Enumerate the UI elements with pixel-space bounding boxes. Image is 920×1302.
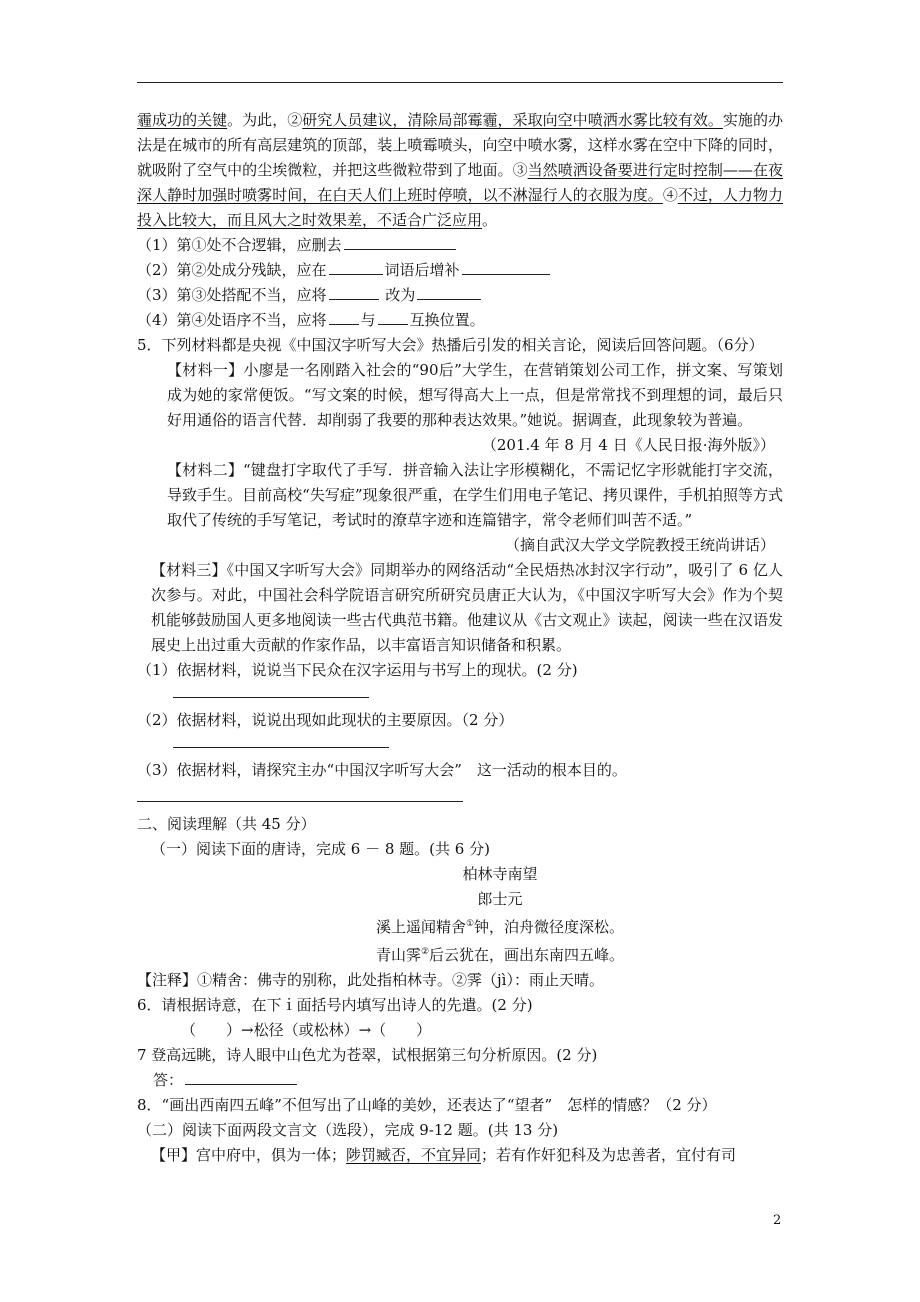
passage-paragraph: 霾成功的关键。为此，②研究人员建议，清除局部霉霾，采取向空中喷洒水雾比较有效。实施的办法是在城市的所有高层建筑的顶部，装上喷霉喷头，向空中喷水雾，这样水雾在空中下降的同时，就吸附了空气中的尘埃微粒，并把这些微粒带到了地面。③当然喷洒设备要进行定时控制——在夜深人静时加强时喷雾时间，在白天人们上班时停喷，以不淋湿行人的衣服为度。④不过，人力物力投入比较大，而且风大之时效果差，不适合广泛应用。 [137,111,783,229]
sentence-3: 当然喷洒设备要进行定时控制——在夜深人静时加强时喷雾时间，在白天人们上班时停喷，以不淋湿行人的衣服为度。 [137,161,783,204]
document-page [137,108,783,1168]
underlined-phrase: 陟罚臧否，不宜异同 [346,1146,482,1164]
answer-blank[interactable] [329,308,359,325]
material-1: 【材料一】小廖是一名刚踏入社会的“90后”大学生，在营销策划公司工作，拼文案、写策划成为她的家常便饭。“写文案的时候，想写得高大上一点，但是常常找不到理想的词，最后只好用通俗的语言代替．却削弱了我要的那种表达效果。”她说。据调查，此现象较为普遍。 [167,361,783,429]
answer-line[interactable] [137,787,463,802]
question-6-blank[interactable]: （ ）→松径（或松林）→（ ） [181,1021,432,1039]
q4-item-2: （2）第②处成分残缺，应在 词语后增补 [137,258,783,283]
sentence-4: 不过，人力物力投入比较大，而且风大之时效果差，不适合广泛应用 [137,186,783,229]
part-1-heading: （一）阅读下面的唐诗，完成 6 － 8 题。(共 6 分) [151,840,490,858]
underlined-phrase: 霾成功的关键 [137,111,228,129]
q5-subquestion-3: （3）依据材料，请探究主办“中国汉字听写大会” 这一活动的根本目的。 [137,761,627,779]
question-7: 7 登高远眺，诗人眼中山色尤为苍翠，试根据第三句分析原因。(2 分) [137,1046,598,1064]
material-2-source: （摘自武汉大学文学院教授王统尚讲话） [504,536,775,554]
q5-stem: 5．下列材料都是央视《中国汉字听写大会》热播后引发的相关言论，阅读后回答问题。（6分） [137,336,764,354]
answer-blank[interactable] [329,258,383,275]
classical-text-jia: 【甲】宫中府中，俱为一体；陟罚臧否，不宜异同；若有作奸犯科及为忠善者，宜付有司 [151,1146,737,1164]
material-2: 【材料二】“键盘打字取代了手写．拼音输入法让字形模糊化，不需记忆字形就能打字交流，导致手生。目前高校“失写症”现象很严重，在学生们用电子笔记、拷贝课件，手机拍照等方式取代了传统的手写笔记，考试时的潦草字迹和连篇错字，常令老师们叫苦不适。” [167,461,783,529]
answer-line[interactable] [173,683,369,698]
question-6: 6．请根据诗意，在下ｉ面括号内填写出诗人的先遣。(2 分) [137,996,533,1014]
section-title: 二、阅读理解（共 45 分） [137,815,316,833]
poem-line-2: 青山霁②后云犹在，画出东南四五峰。 [375,946,625,964]
answer-blank[interactable] [185,1068,297,1085]
poem-title: 柏林寺南望 [462,865,538,883]
q4-item-1: （1）第①处不合逻辑，应删去 [137,233,783,258]
answer-blank[interactable] [344,233,456,250]
q4-item-3: （3）第③处搭配不当，应将 改为 [137,283,783,308]
q4-item-4: （4）第④处语序不当，应将 与 互换位置。 [137,308,783,333]
part-2-heading: （二）阅读下面两段文言文（选段），完成 9-12 题。(共 13 分) [137,1121,559,1139]
answer-blank[interactable] [462,258,550,275]
question-7-answer: 答： [137,1068,783,1093]
poem-note: 【注释】①精舍：佛寺的别称，此处指柏林寺。②霁（jì）：雨止天晴。 [137,971,604,989]
material-1-source: （201.4 年 8 月 4 日《人民日报·海外版》） [481,436,775,454]
page-number: 2 [773,1213,782,1228]
sentence-2: 研究人员建议，清除局部霉霾，采取向空中喷洒水雾比较有效。 [302,111,723,129]
answer-line[interactable] [173,733,389,748]
poem-line-1: 溪上遥闻精舍①钟，泊舟微径度深松。 [375,918,625,936]
answer-blank[interactable] [417,283,481,300]
q5-subquestion-1: （1）依据材料，说说当下民众在汉字运用与书写上的现状。(2 分) [137,661,578,679]
header-rule [137,82,783,83]
poem-author: 郎士元 [477,890,523,908]
question-8: 8．“画出西南四五峰”不但写出了山峰的美妙，还表达了“望者” 怎样的情感？（2 分） [137,1096,717,1114]
material-3: 【材料三】《中国又字听写大会》同期举办的网络活动“全民焐热冰封汉字行动”，吸引了 6 亿人次参与。对此，中国社会科学院语言研究所研究员唐正大认为，《中国汉字听写大会》作为个契机能够鼓励国人更多地阅读一些古代典范书籍。他建议从《古文观止》读起，阅读一些在汉语发展史上出过重大贡献的作家作品，以丰富语言知识储备和积累。 [151,561,783,654]
answer-blank[interactable] [378,308,408,325]
answer-blank[interactable] [329,283,379,300]
q5-subquestion-2: （2）依据材料，说说出现如此现状的主要原因。（2 分） [137,711,514,729]
